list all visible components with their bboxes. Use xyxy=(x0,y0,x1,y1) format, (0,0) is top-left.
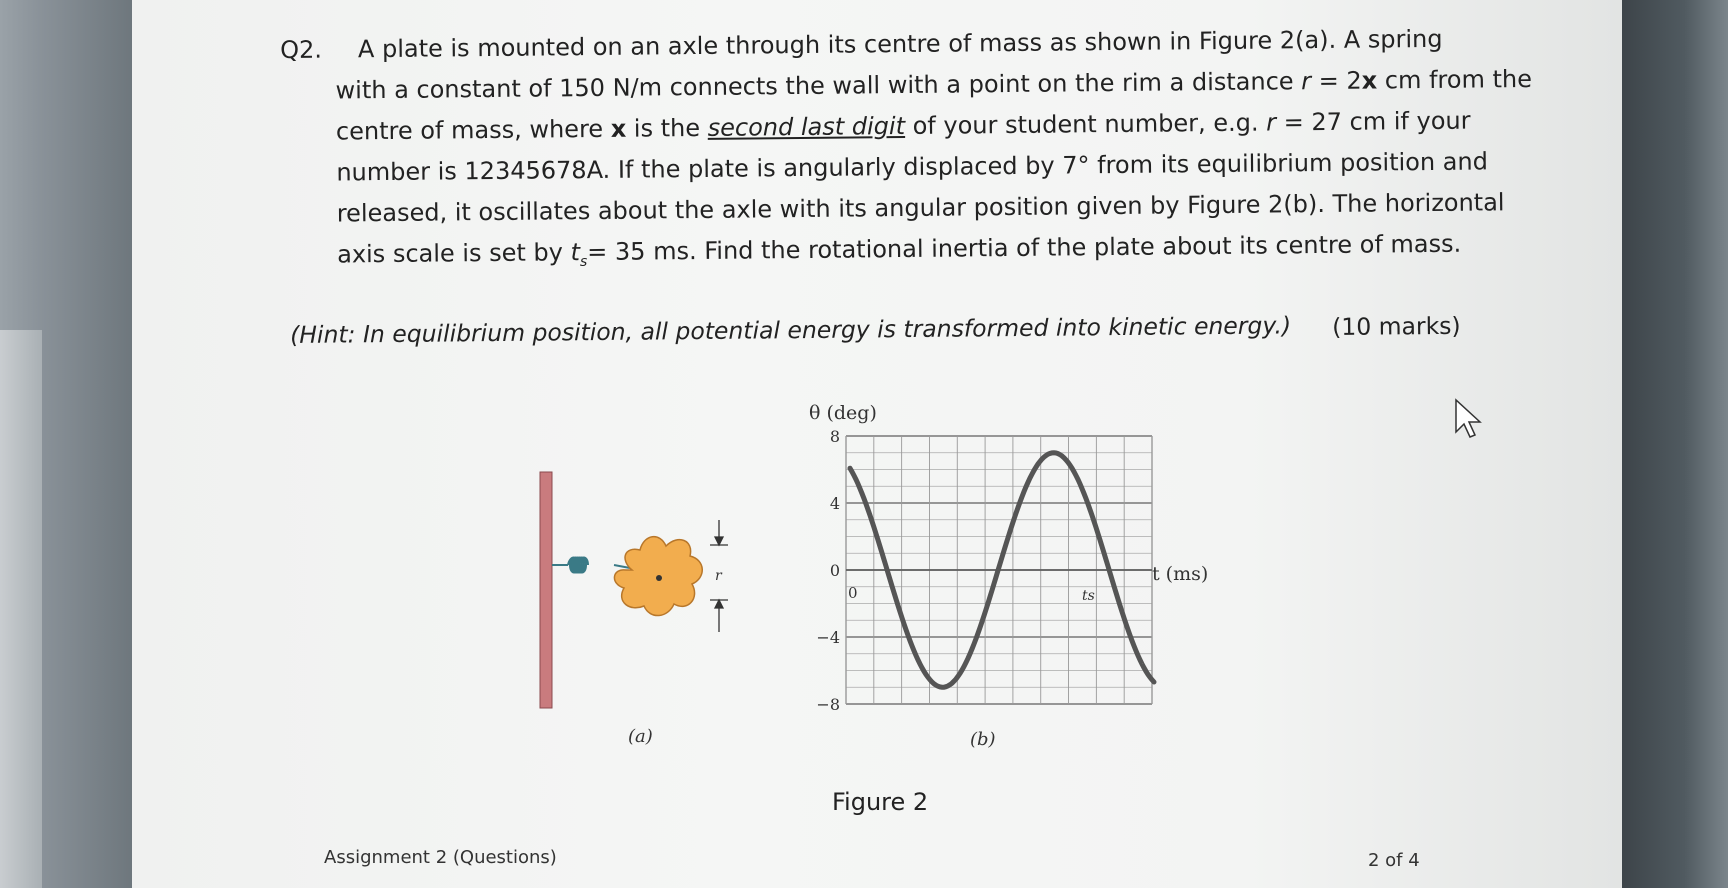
marks-label: (10 marks) xyxy=(1332,311,1461,341)
footer-left: Assignment 2 (Questions) xyxy=(324,847,557,868)
ts-label: ts xyxy=(1082,588,1095,604)
monitor-bezel-left xyxy=(0,0,132,888)
question-line-text: A plate is mounted on an axle through its centre of mass as shown in Figure 2(a). A spring xyxy=(357,24,1443,64)
document-page xyxy=(132,0,1622,888)
figure-caption: Figure 2 xyxy=(832,788,929,816)
question-line: number is 12345678A. If the plate is angularly displaced by 7° from its equilibrium position and xyxy=(336,147,1488,187)
hint-text: (Hint: In equilibrium position, all potential energy is transformed into kinetic energy.) xyxy=(290,311,1292,349)
footer-page-number: 2 of 4 xyxy=(1368,850,1420,871)
y-tick-label: 0 xyxy=(829,561,840,580)
question-line: released, it oscillates about the axle with its angular position given by Figure 2(b). The horizontal xyxy=(336,188,1505,228)
mouse-cursor-icon xyxy=(132,0,1622,888)
y-tick-label: 4 xyxy=(829,494,840,513)
question-label: Q2. xyxy=(280,35,323,64)
x-axis-label: t (ms) xyxy=(1152,563,1209,585)
y-tick-label: −8 xyxy=(816,695,840,714)
question-line: centre of mass, where x is the second last digit of your student number, e.g. r = 27 cm if your xyxy=(335,106,1471,146)
monitor-bezel-right xyxy=(1618,0,1728,888)
question-line: with a constant of 150 N/m connects the wall with a point on the rim a distance r = 2x cm from the xyxy=(335,64,1533,105)
origin-label: 0 xyxy=(848,584,858,602)
y-axis-label: θ (deg) xyxy=(809,402,877,424)
question-line: axis scale is set by $t_s= 35$ ms. Find the rotational inertia of the plate about its centre of mass. xyxy=(337,229,1462,270)
y-tick-label: −4 xyxy=(816,628,840,647)
r-label: r xyxy=(715,568,722,584)
figure-b-caption: (b) xyxy=(970,729,996,750)
y-tick-label: 8 xyxy=(829,427,840,446)
figure-a-caption: (a) xyxy=(628,726,653,747)
